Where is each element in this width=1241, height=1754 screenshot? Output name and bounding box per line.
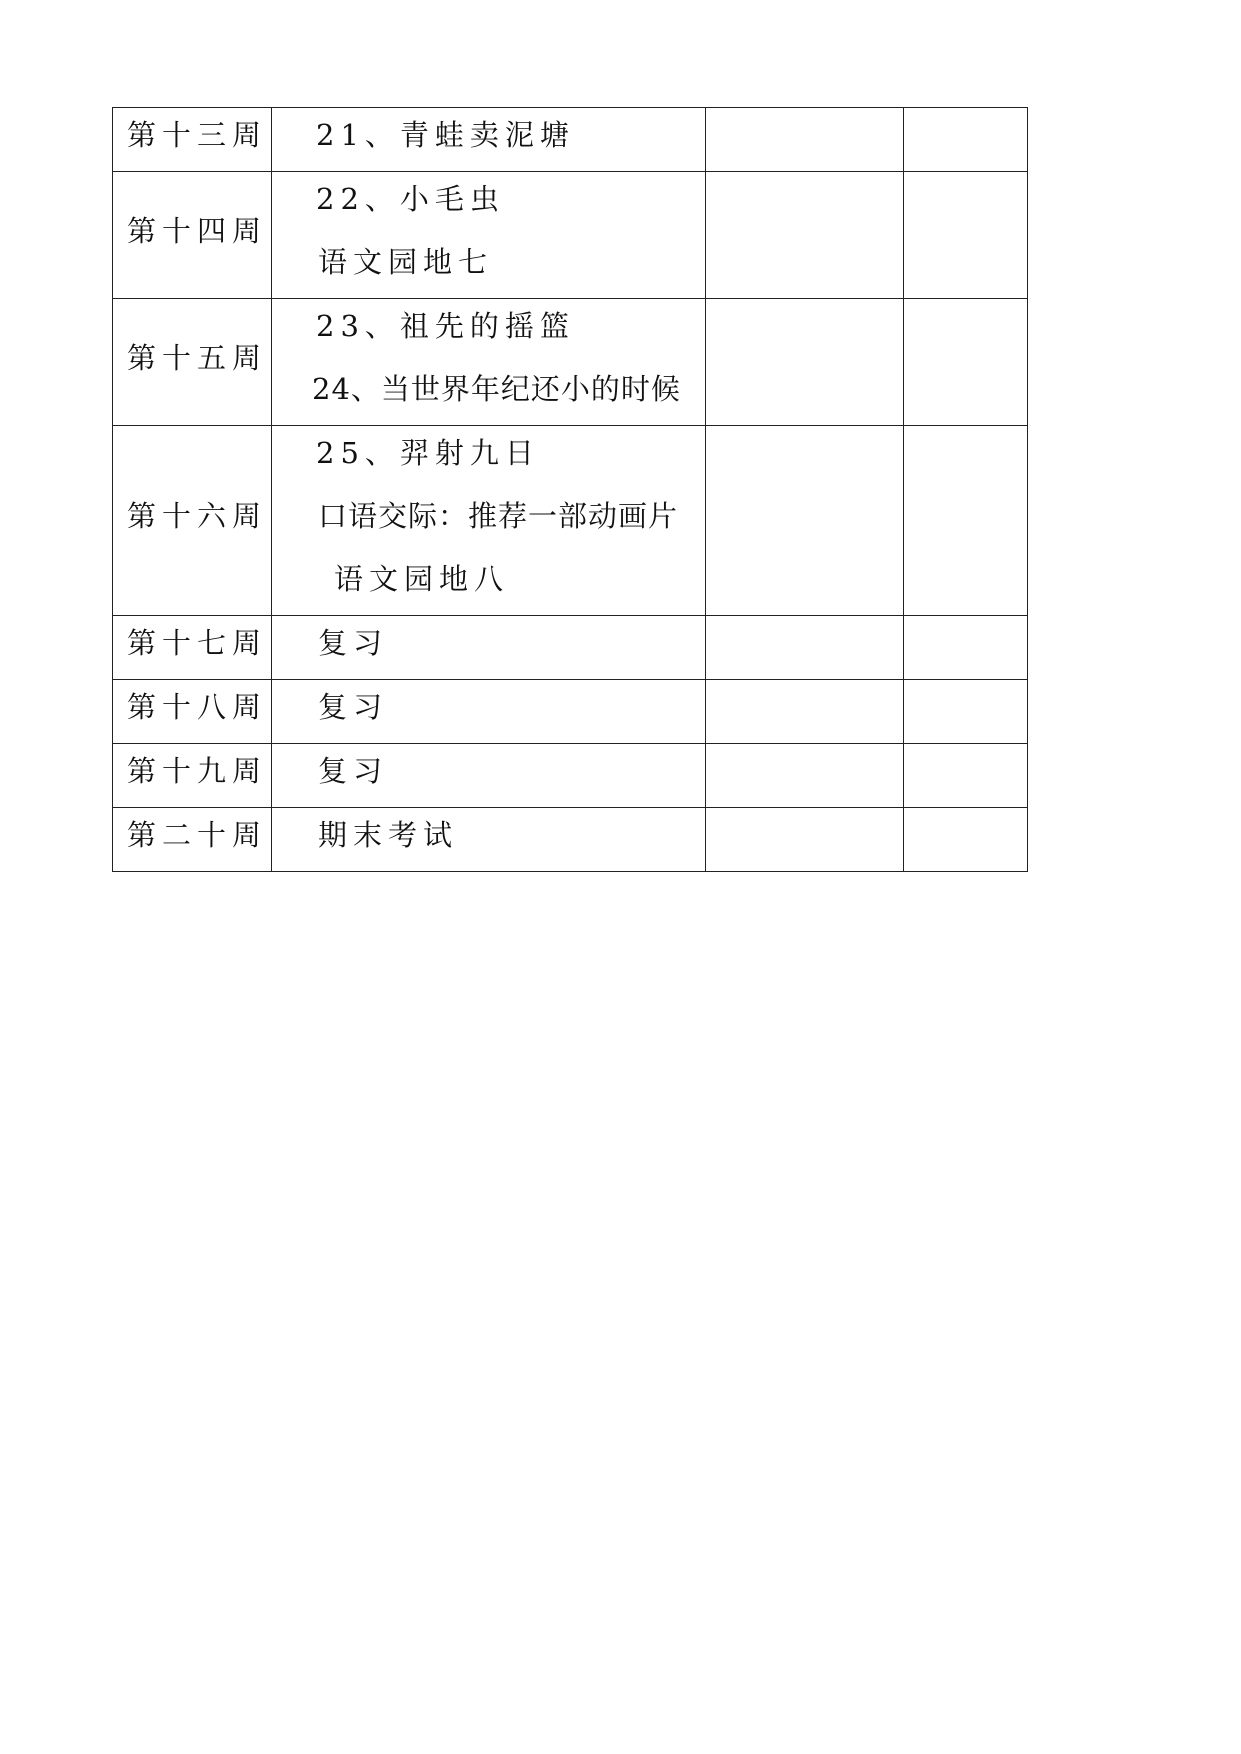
week-cell: 第二十周 — [113, 808, 272, 872]
lesson-line: 口语交际：推荐一部动画片 — [318, 499, 679, 533]
week-cell: 第十七周 — [113, 616, 272, 680]
blank-cell — [904, 744, 1028, 808]
content-cell — [272, 108, 706, 172]
table-row — [113, 299, 1028, 426]
table-row — [113, 172, 1028, 299]
table-row — [113, 108, 1028, 172]
blank-cell — [904, 616, 1028, 680]
table-row — [113, 680, 1028, 744]
blank-cell — [904, 426, 1028, 616]
blank-cell — [706, 108, 904, 172]
lesson-line: 语文园地八 — [334, 562, 510, 596]
blank-cell — [904, 172, 1028, 299]
lesson-line: 复习 — [318, 690, 389, 724]
week-cell: 第十三周 — [113, 108, 272, 172]
content-cell — [272, 172, 706, 299]
table-row — [113, 808, 1028, 872]
blank-cell — [706, 744, 904, 808]
lesson-line: 25、羿射九日 — [316, 436, 540, 470]
week-cell: 第十六周 — [113, 426, 272, 616]
lesson-line: 复习 — [318, 626, 389, 660]
week-cell: 第十八周 — [113, 680, 272, 744]
blank-cell — [904, 299, 1028, 426]
content-cell — [272, 299, 706, 426]
table-row — [113, 426, 1028, 616]
content-cell — [272, 808, 706, 872]
lesson-line: 期末考试 — [318, 818, 459, 852]
content-cell — [272, 426, 706, 616]
week-cell: 第十九周 — [113, 744, 272, 808]
blank-cell — [904, 680, 1028, 744]
content-cell — [272, 744, 706, 808]
lesson-line: 复习 — [318, 754, 389, 788]
blank-cell — [904, 108, 1028, 172]
blank-cell — [706, 299, 904, 426]
lesson-line: 21、青蛙卖泥塘 — [316, 118, 575, 152]
blank-cell — [904, 808, 1028, 872]
lesson-line: 24、当世界年纪还小的时候 — [312, 372, 681, 406]
table-row — [113, 616, 1028, 680]
blank-cell — [706, 808, 904, 872]
content-cell — [272, 680, 706, 744]
lesson-line: 23、祖先的摇篮 — [316, 309, 575, 343]
table-row — [113, 744, 1028, 808]
blank-cell — [706, 172, 904, 299]
lesson-line: 22、小毛虫 — [316, 182, 505, 216]
blank-cell — [706, 680, 904, 744]
blank-cell — [706, 426, 904, 616]
week-cell: 第十五周 — [113, 299, 272, 426]
blank-cell — [706, 616, 904, 680]
content-cell — [272, 616, 706, 680]
lesson-line: 语文园地七 — [318, 245, 494, 279]
week-cell: 第十四周 — [113, 172, 272, 299]
teaching-schedule-table — [112, 107, 1028, 872]
